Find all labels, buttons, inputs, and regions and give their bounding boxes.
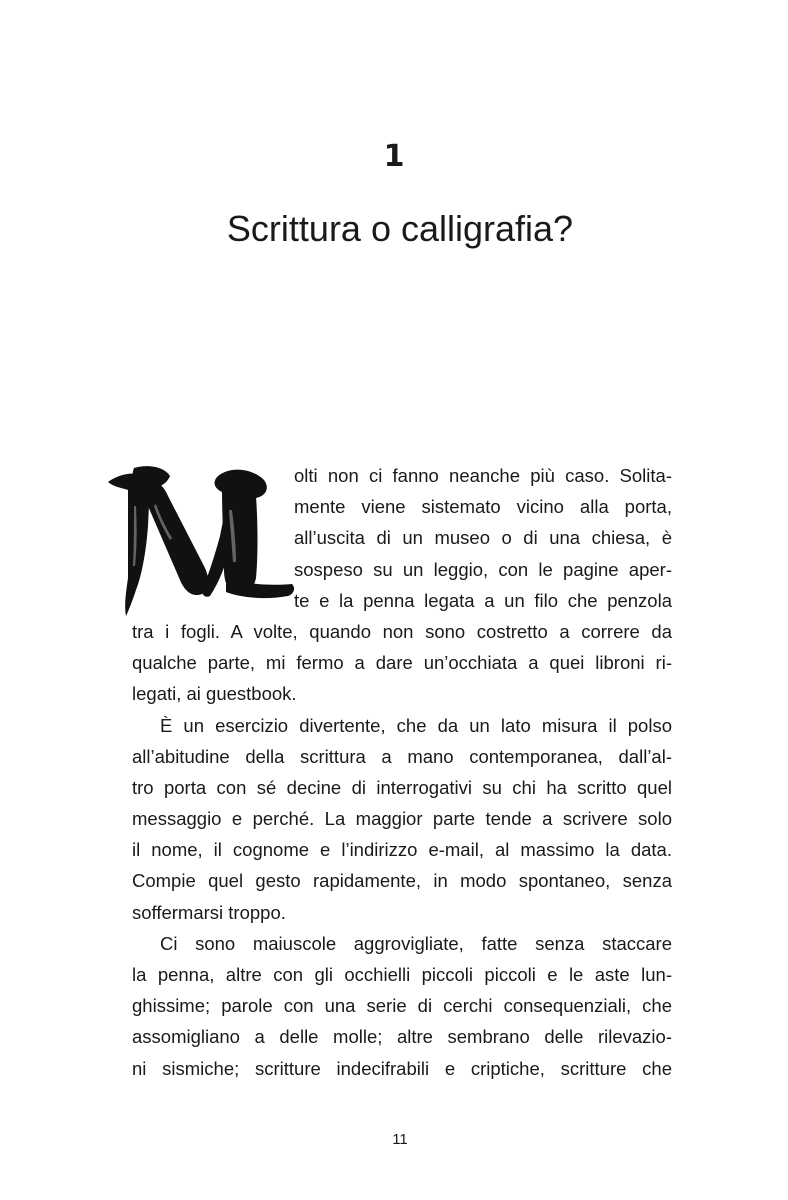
- text-line: mente viene sistemato vicino alla porta,: [294, 496, 672, 518]
- text-line: te e la penna legata a un filo che penzola: [294, 589, 672, 611]
- page-number: 11: [392, 1131, 408, 1148]
- text-line: messaggio e perché. La maggior parte tende a scrivere solo: [132, 808, 672, 830]
- text-line: ni sismiche; scritture indecifrabili e criptiche, scritture che: [132, 1057, 672, 1079]
- text-line: olti non ci fanno neanche più caso. Solita-: [294, 465, 672, 486]
- text-line: È un esercizio divertente, che da un lato misura il polso: [160, 714, 672, 736]
- text-line: la penna, altre con gli occhielli piccoli piccoli e le aste lun-: [132, 964, 672, 985]
- text-line: tra i fogli. A volte, quando non sono costretto a correre da: [132, 620, 672, 642]
- text-line: assomigliano a delle molle; altre sembrano delle rilevazio-: [132, 1026, 672, 1048]
- chapter-title: Scrittura o calligrafia?: [226, 208, 574, 249]
- text-line: tro porta con sé decine di interrogativi su chi ha scritto quel: [132, 776, 672, 798]
- text-line: ghissime; parole con una serie di cerchi consequenziali, che: [132, 995, 672, 1017]
- chapter-number: 1: [383, 139, 405, 174]
- text-line: qualche parte, mi fermo a dare un’occhiata a quei libroni ri-: [132, 652, 672, 674]
- paragraph: [132, 460, 672, 710]
- paragraph: [132, 928, 672, 1084]
- body-text: [132, 460, 672, 1084]
- text-line: Ci sono maiuscole aggrovigliate, fatte senza staccare: [160, 932, 672, 954]
- text-line: all’uscita di un museo o di una chiesa, è: [294, 527, 672, 549]
- paragraph: [132, 710, 672, 928]
- text-line: legati, ai guestbook.: [132, 683, 297, 705]
- text-line: all’abitudine della scrittura a mano contemporanea, dall’al-: [132, 745, 672, 767]
- text-line: il nome, il cognome e l’indirizzo e-mail, al massimo la data.: [132, 839, 672, 861]
- text-line: sospeso su un leggio, con le pagine aper-: [294, 558, 672, 580]
- text-line: Compie quel gesto rapidamente, in modo spontaneo, senza: [132, 870, 672, 892]
- text-line: soffermarsi troppo.: [132, 901, 286, 923]
